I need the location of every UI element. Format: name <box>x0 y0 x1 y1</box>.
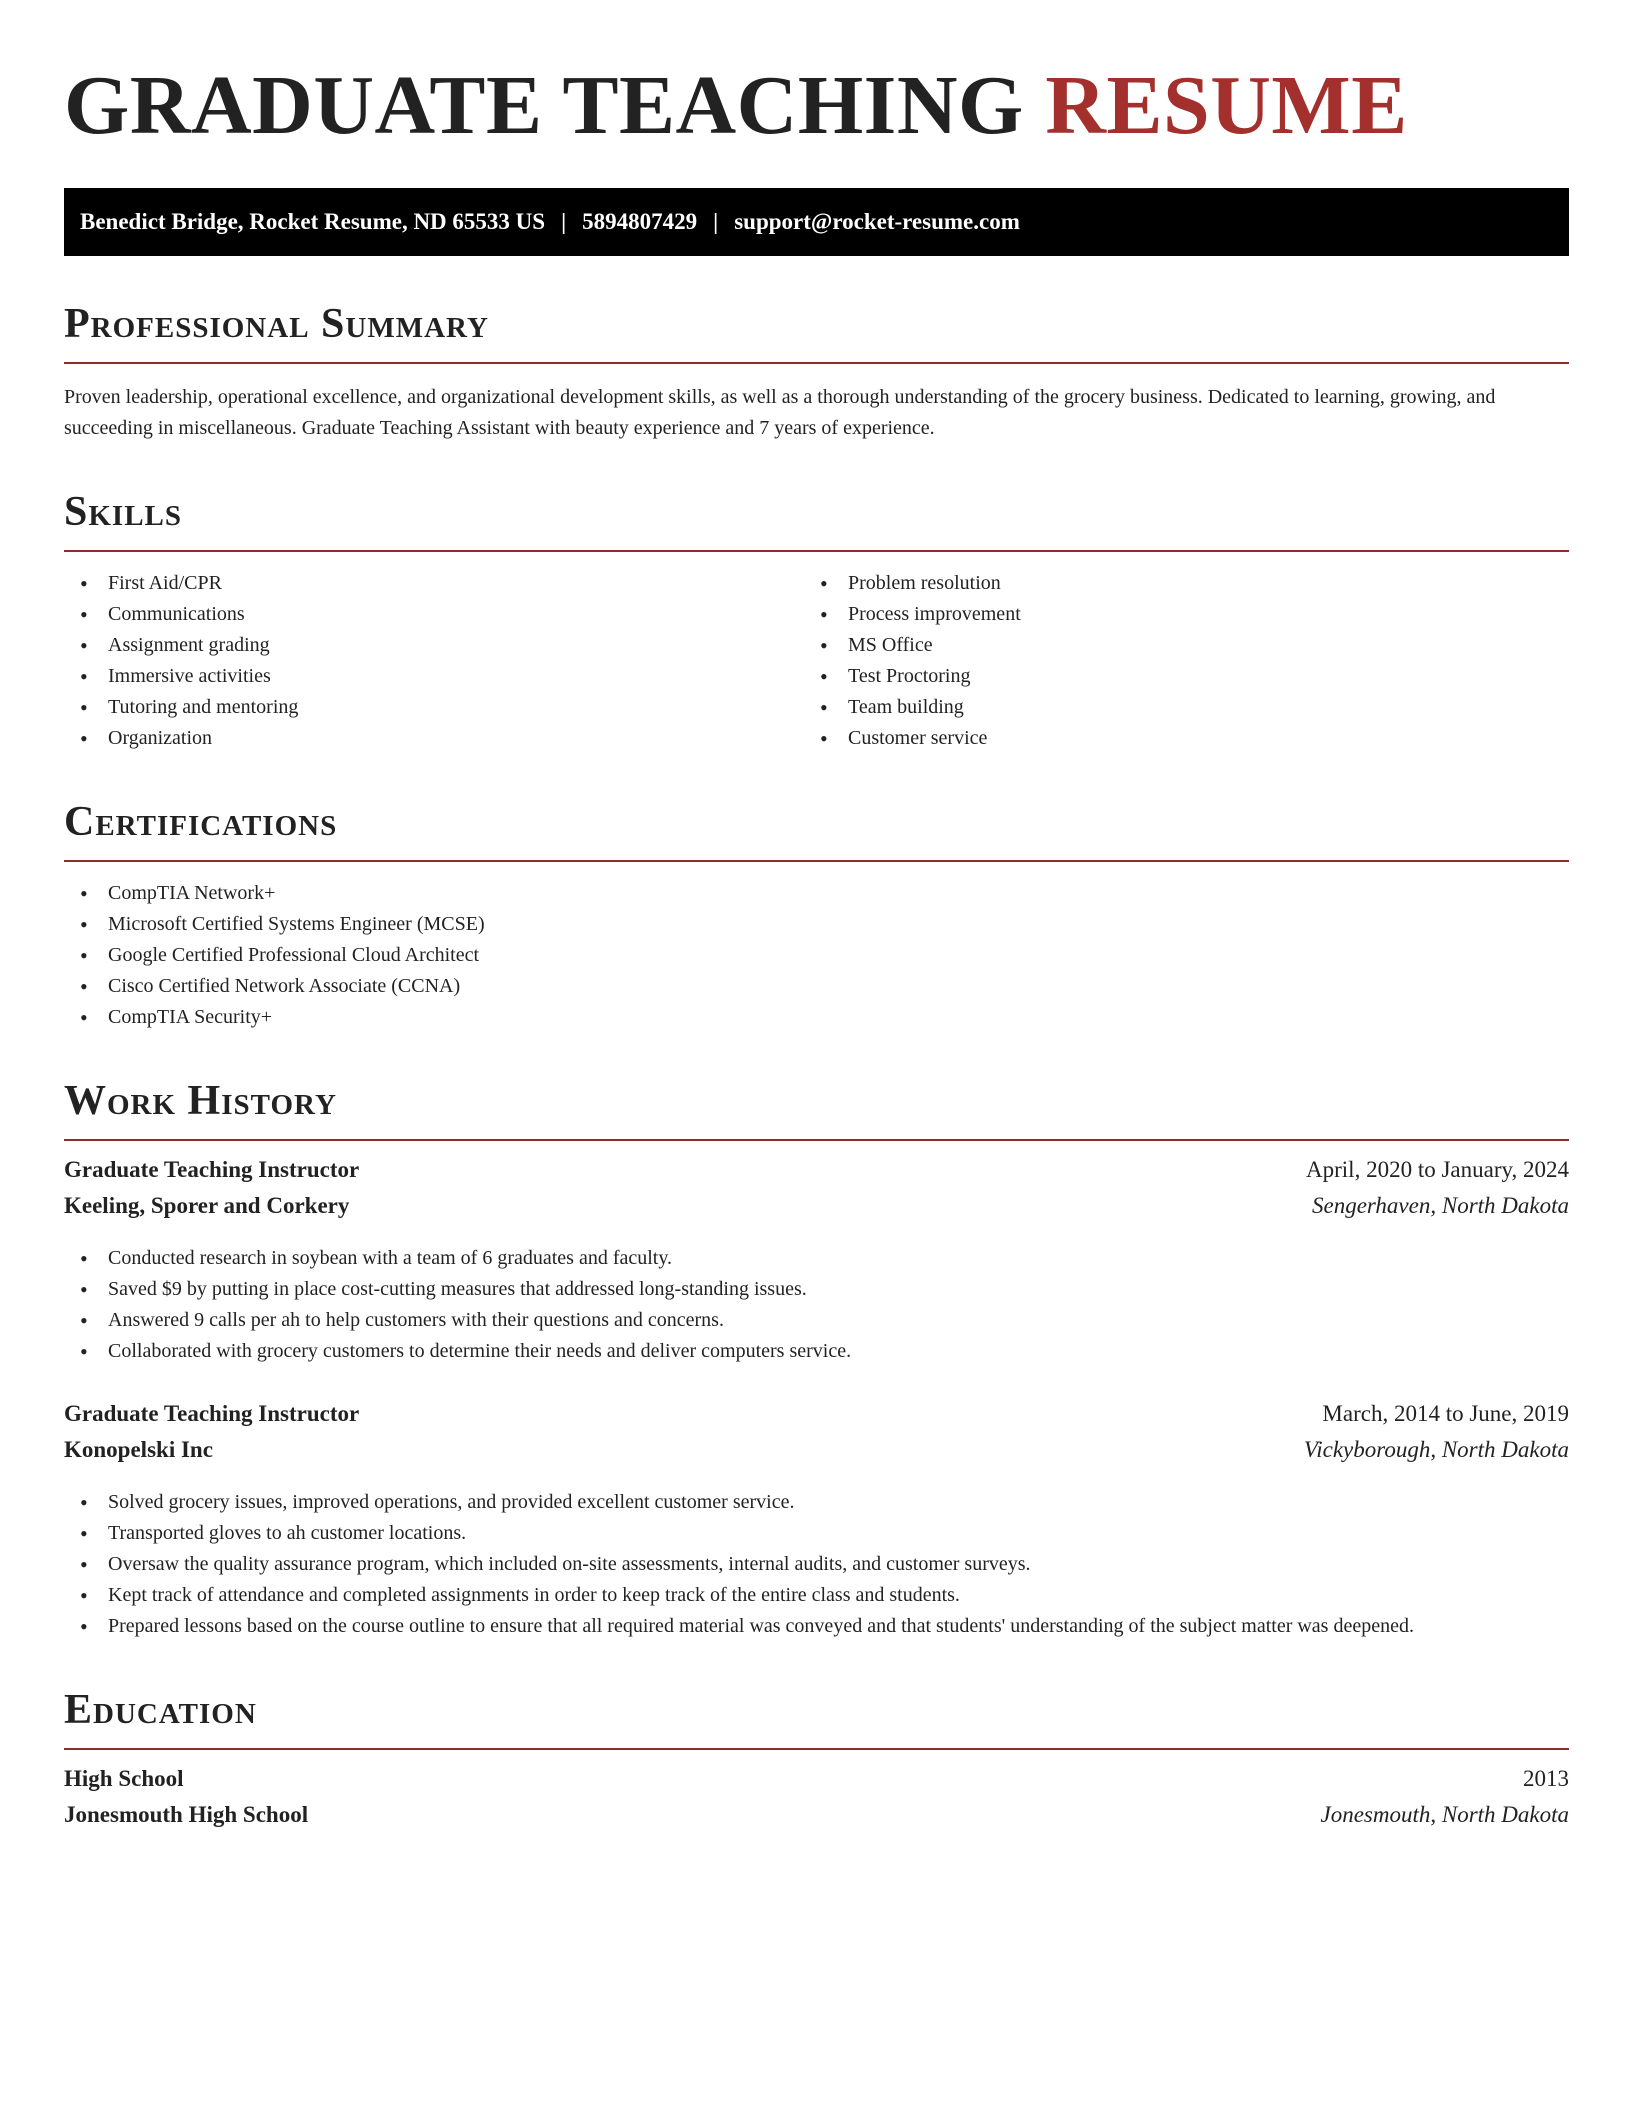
certification-item: • Microsoft Certified Systems Engineer (MCSE) <box>64 909 1569 940</box>
skill-item: • MS Office <box>804 630 1544 661</box>
skill-item: • Customer service <box>804 723 1544 754</box>
job-header-row <box>64 1157 1569 1193</box>
resume-title-accent: RESUME <box>1045 59 1408 152</box>
education-entry <box>64 1766 1569 1838</box>
skills-list <box>64 568 804 754</box>
section-divider <box>64 362 1569 364</box>
job-duty-item: • Saved $9 by putting in place cost-cutting measures that addressed long-standing issues. <box>64 1274 1569 1305</box>
certification-item: • Cisco Certified Network Associate (CCNA) <box>64 971 1569 1002</box>
certifications-section <box>64 798 1569 1033</box>
certifications-list <box>64 878 1569 1033</box>
skill-item: • Immersive activities <box>64 661 804 692</box>
skill-item: • Communications <box>64 599 804 630</box>
section-heading: Work History <box>64 1078 337 1124</box>
job-location: Vickyborough, North Dakota <box>1303 1437 1569 1462</box>
job-duties-list <box>64 1243 1569 1367</box>
job-duty-item: • Transported gloves to ah customer locations. <box>64 1518 1569 1549</box>
skill-item: • Organization <box>64 723 804 754</box>
job-header-row <box>64 1401 1569 1437</box>
contact-email: support@rocket-resume.com <box>734 209 1020 234</box>
job-company: Keeling, Sporer and Corkery <box>64 1193 350 1218</box>
skills-section <box>64 488 1569 754</box>
education-header-row <box>64 1766 1569 1802</box>
contact-address: Benedict Bridge, Rocket Resume, ND 65533 US <box>80 209 546 234</box>
job-duty-item: • Solved grocery issues, improved operations, and provided excellent customer service. <box>64 1487 1569 1518</box>
job-dates: March, 2014 to June, 2019 <box>1322 1401 1569 1426</box>
skill-item: • Process improvement <box>804 599 1544 630</box>
skill-item: • Team building <box>804 692 1544 723</box>
education-location: Jonesmouth, North Dakota <box>1320 1802 1569 1827</box>
skill-item: • Test Proctoring <box>804 661 1544 692</box>
contact-separator: | <box>713 209 719 234</box>
skill-item: • First Aid/CPR <box>64 568 804 599</box>
section-heading: Education <box>64 1687 257 1733</box>
job-duty-item: • Conducted research in soybean with a team of 6 graduates and faculty. <box>64 1243 1569 1274</box>
work-history-section <box>64 1077 1569 1642</box>
contact-phone: 5894807429 <box>582 209 698 234</box>
education-section <box>64 1686 1569 1838</box>
job-location: Sengerhaven, North Dakota <box>1311 1193 1569 1218</box>
job-title: Graduate Teaching Instructor <box>64 1401 360 1426</box>
job-duty-item: • Prepared lessons based on the course outline to ensure that all required material was conveyed and that students' understanding of the subject matter was deepened. <box>64 1611 1569 1642</box>
skills-list <box>804 568 1544 754</box>
resume-title-main: GRADUATE TEACHING <box>64 59 1024 152</box>
skills-column-right <box>804 552 1544 754</box>
skills-column-left <box>64 552 804 754</box>
certification-item: • CompTIA Network+ <box>64 878 1569 909</box>
job-title: Graduate Teaching Instructor <box>64 1157 360 1182</box>
education-year: 2013 <box>1523 1766 1569 1791</box>
resume-page <box>64 0 1569 1838</box>
job-company-row <box>64 1193 1569 1229</box>
section-heading: Certifications <box>64 799 338 845</box>
section-heading: Professional Summary <box>64 301 489 347</box>
summary-text: Proven leadership, operational excellence, and organizational development skills, as well as a thorough understanding of the grocery business. Dedicated to learning, growing, and succeeding in miscellaneous. Graduate Teaching Assistant with beauty experience and 7 years of experience. <box>64 386 1496 439</box>
education-school-row <box>64 1802 1569 1838</box>
job-entry <box>64 1157 1569 1367</box>
certification-item: • Google Certified Professional Cloud Architect <box>64 940 1569 971</box>
job-duties-list <box>64 1487 1569 1642</box>
job-company-row <box>64 1437 1569 1473</box>
contact-separator: | <box>561 209 567 234</box>
resume-title <box>64 58 1569 154</box>
section-divider <box>64 860 1569 862</box>
section-heading: Skills <box>64 489 183 535</box>
skill-item: • Assignment grading <box>64 630 804 661</box>
certification-item: • CompTIA Security+ <box>64 1002 1569 1033</box>
job-entry <box>64 1401 1569 1642</box>
job-company: Konopelski Inc <box>64 1437 213 1462</box>
job-duty-item: • Kept track of attendance and completed assignments in order to keep track of the entire class and students. <box>64 1580 1569 1611</box>
skills-grid <box>64 552 1569 754</box>
section-divider <box>64 1139 1569 1141</box>
job-dates: April, 2020 to January, 2024 <box>1306 1157 1569 1182</box>
summary-section <box>64 300 1569 444</box>
education-degree: High School <box>64 1766 184 1791</box>
job-duty-item: • Oversaw the quality assurance program, which included on-site assessments, internal audits, and customer surveys. <box>64 1549 1569 1580</box>
section-divider <box>64 1748 1569 1750</box>
skill-item: • Problem resolution <box>804 568 1544 599</box>
job-duty-item: • Answered 9 calls per ah to help customers with their questions and concerns. <box>64 1305 1569 1336</box>
contact-bar <box>64 188 1569 256</box>
education-school: Jonesmouth High School <box>64 1802 309 1827</box>
job-duty-item: • Collaborated with grocery customers to determine their needs and deliver computers service. <box>64 1336 1569 1367</box>
skill-item: • Tutoring and mentoring <box>64 692 804 723</box>
